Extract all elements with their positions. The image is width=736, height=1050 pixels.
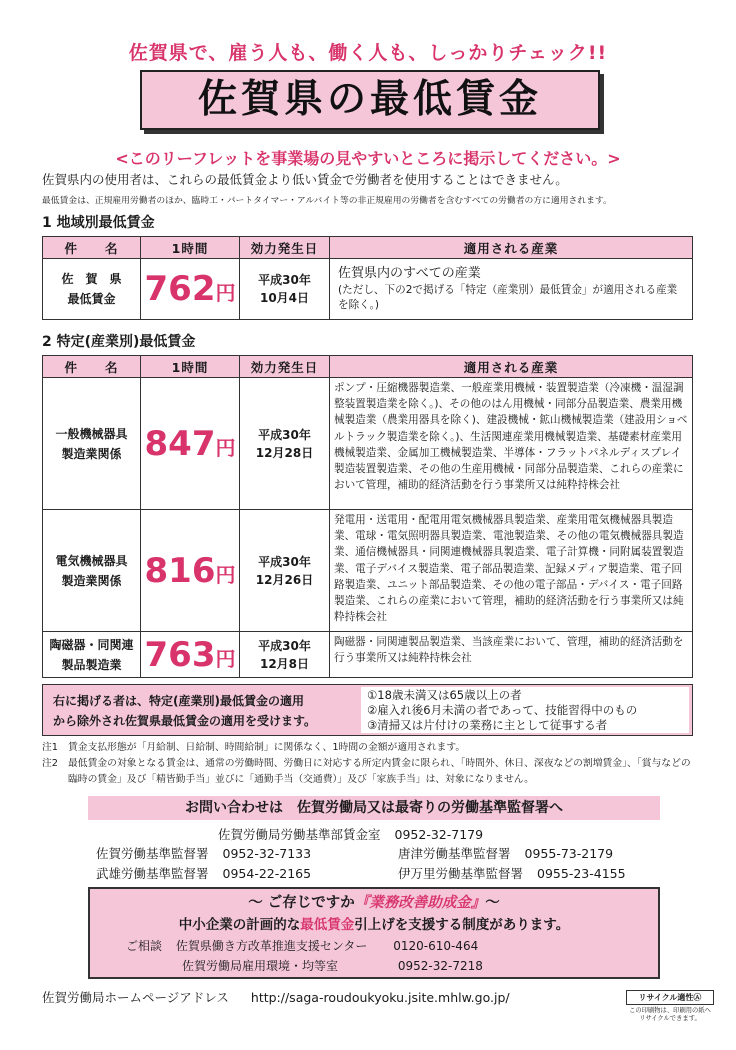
subsidy-title: ～ ご存じですか『業務改善助成金』～ <box>248 895 500 911</box>
office-line: 唐津労働基準監督署 0955-73-2179 <box>398 846 614 861</box>
col-industry: 適用される産業 <box>330 237 693 259</box>
subsidy-description: 中小企業の計画的な最低賃金引上げを支援する制度があります。 <box>178 917 570 933</box>
effective-date: 平成30年 12月26日 <box>240 510 330 632</box>
recycle-mark <box>626 990 714 1023</box>
col-date: 効力発生日 <box>240 237 330 259</box>
exclusion-text: 右に掲げる者は、特定(産業別)最低賃金の適用 から除外され佐賀県最低賃金の適用を受けます。 <box>53 694 317 728</box>
section-2-heading: 2 特定(産業別)最低賃金 <box>42 334 196 350</box>
effective-date: 平成30年 12月28日 <box>240 378 330 510</box>
subtitle: <このリーフレットを事業場の見やすいところに掲示してください。> <box>115 149 621 168</box>
intro-small-text: 最低賃金は、正規雇用労働者のほか、臨時工・パートタイマー・アルバイト等の非正規雇用の労働者を含むすべての労働者の方に適用されます。 <box>42 196 612 206</box>
contact-heading: お問い合わせは 佐賀労働局又は最寄りの労働基準監督署へ <box>88 796 660 820</box>
list-item: ①18歳未満又は65歳以上の者 <box>367 688 522 702</box>
office-line: 伊万里労働基準監督署 0955-23-4155 <box>398 866 626 881</box>
industry-cell: 佐賀県内のすべての産業 (ただし、下の2で掲げる「特定（産業別）最低賃金」が適用される産業を除く。) <box>330 259 693 320</box>
col-name: 件 名 <box>43 237 141 259</box>
col-hourly: 1時間 <box>141 356 240 378</box>
col-date: 効力発生日 <box>240 356 330 378</box>
wage-amount: 762円 <box>141 259 240 320</box>
wage-name: 佐 賀 県 最低賃金 <box>43 259 141 320</box>
consult-line-2: 佐賀労働局雇用環境・均等室 0952-32-7218 <box>182 959 483 973</box>
office-line: 武雄労働基準監督署 0954-22-2165 <box>96 866 312 881</box>
effective-date: 平成30年 10月4日 <box>240 259 330 320</box>
regional-wage-table <box>42 236 693 320</box>
homepage-link[interactable]: http://saga-roudoukyoku.jsite.mhlw.go.jp/ <box>250 990 510 1005</box>
exclusion-list <box>361 687 689 733</box>
main-office-line: 佐賀労働局労働基準部賃金室 0952-32-7179 <box>218 827 484 842</box>
col-hourly: 1時間 <box>141 237 240 259</box>
table-row <box>43 510 693 632</box>
exclusion-box <box>42 684 693 736</box>
wage-name: 一般機械器具 製造業関係 <box>43 378 141 510</box>
section-1-heading: 1 地域別最低賃金 <box>42 215 155 231</box>
page-title: 佐賀県の最低賃金 <box>140 70 600 130</box>
table-row <box>43 378 693 510</box>
wage-name: 陶磁器・同関連 製品製造業 <box>43 632 141 678</box>
wage-amount: 847円 <box>141 378 240 510</box>
recycle-note: この印刷物は、印刷用の紙へリサイクルできます。 <box>629 1007 711 1022</box>
wage-name: 電気機械器具 製造業関係 <box>43 510 141 632</box>
subsidy-box <box>88 887 660 979</box>
list-item: ②雇入れ後6月未満の者であって、技能習得中のもの <box>367 703 638 717</box>
intro-text: 佐賀県内の使用者は、これらの最低賃金より低い賃金で労働者を使用することはできません。 <box>42 172 568 187</box>
wage-amount: 816円 <box>141 510 240 632</box>
industry-cell: 発電用・送電用・配電用電気機械器具製造業、産業用電気機械器具製造業、電球・電気照明器具製造業、電池製造業、その他の電気機械器具製造業、通信機械器具・同関連機械器具製造業、電子計算機・同附属装置製造業、電子デバイス製造業、電子部品製造業、記録メディア製造業、電子回路製造業、ユニット部品製造業、その他の電子部品・デバイス・電子回路製造業、これらの産業において管理，補助的経済活動を行う事業所又は純粋持株会社 <box>330 510 693 632</box>
table-row <box>43 632 693 678</box>
col-industry: 適用される産業 <box>330 356 693 378</box>
tagline: 佐賀県で、雇う人も、働く人も、しっかりチェック!! <box>128 42 608 64</box>
wage-amount: 763円 <box>141 632 240 678</box>
office-line: 佐賀労働基準監督署 0952-32-7133 <box>96 846 312 861</box>
note-2: 注2 最低賃金の対象となる賃金は、通常の労働時間、労働日に対応する所定内賃金に限られ、「時間外、休日、深夜などの割増賃金」、「賞与などの臨時の賃金」及び「精皆勤手当」並びに「通勤手当（交通費）」及び「家族手当」は、対象になりません。 <box>42 758 691 785</box>
specific-wage-table <box>42 355 693 678</box>
consult-line-1: ご相談 佐賀県働き方改革推進支援センター 0120-610-464 <box>126 939 479 953</box>
industry-cell: ポンプ・圧縮機器製造業、一般産業用機械・装置製造業（冷凍機・温湿調整装置製造業を除く。)、その他のはん用機械・同部分品製造業、農業用機械製造業（農業用器具を除く)、建設機械・鉱山機械製造業（建設用ショベルトラック製造業を除く。)、生活関連産業用機械製造業、基礎素材産業用機械製造業、金属加工機械製造業、半導体・フラットパネルディスプレイ製造装置製造業、その他の生産用機械・同部分品製造業、これらの産業において管理，補助的経済活動を行う事業所又は純粋持株会社 <box>330 378 693 510</box>
col-name: 件 名 <box>43 356 141 378</box>
effective-date: 平成30年 12月8日 <box>240 632 330 678</box>
recycle-label: リサイクル適性Ⓐ <box>626 990 714 1005</box>
industry-cell: 陶磁器・同関連製品製造業、当該産業において、管理，補助的経済活動を行う事業所又は純粋持株会社 <box>330 632 693 678</box>
list-item: ③清掃又は片付けの業務に主として従事する者 <box>367 718 608 732</box>
note-1: 注1 賃金支払形態が「月給制、日給制、時間給制」に関係なく、1時間の金額が適用されます。 <box>42 742 466 753</box>
homepage-address: 佐賀労働局ホームページアドレス http://saga-roudoukyoku.jsite.mhlw.go.jp/ <box>42 990 510 1005</box>
